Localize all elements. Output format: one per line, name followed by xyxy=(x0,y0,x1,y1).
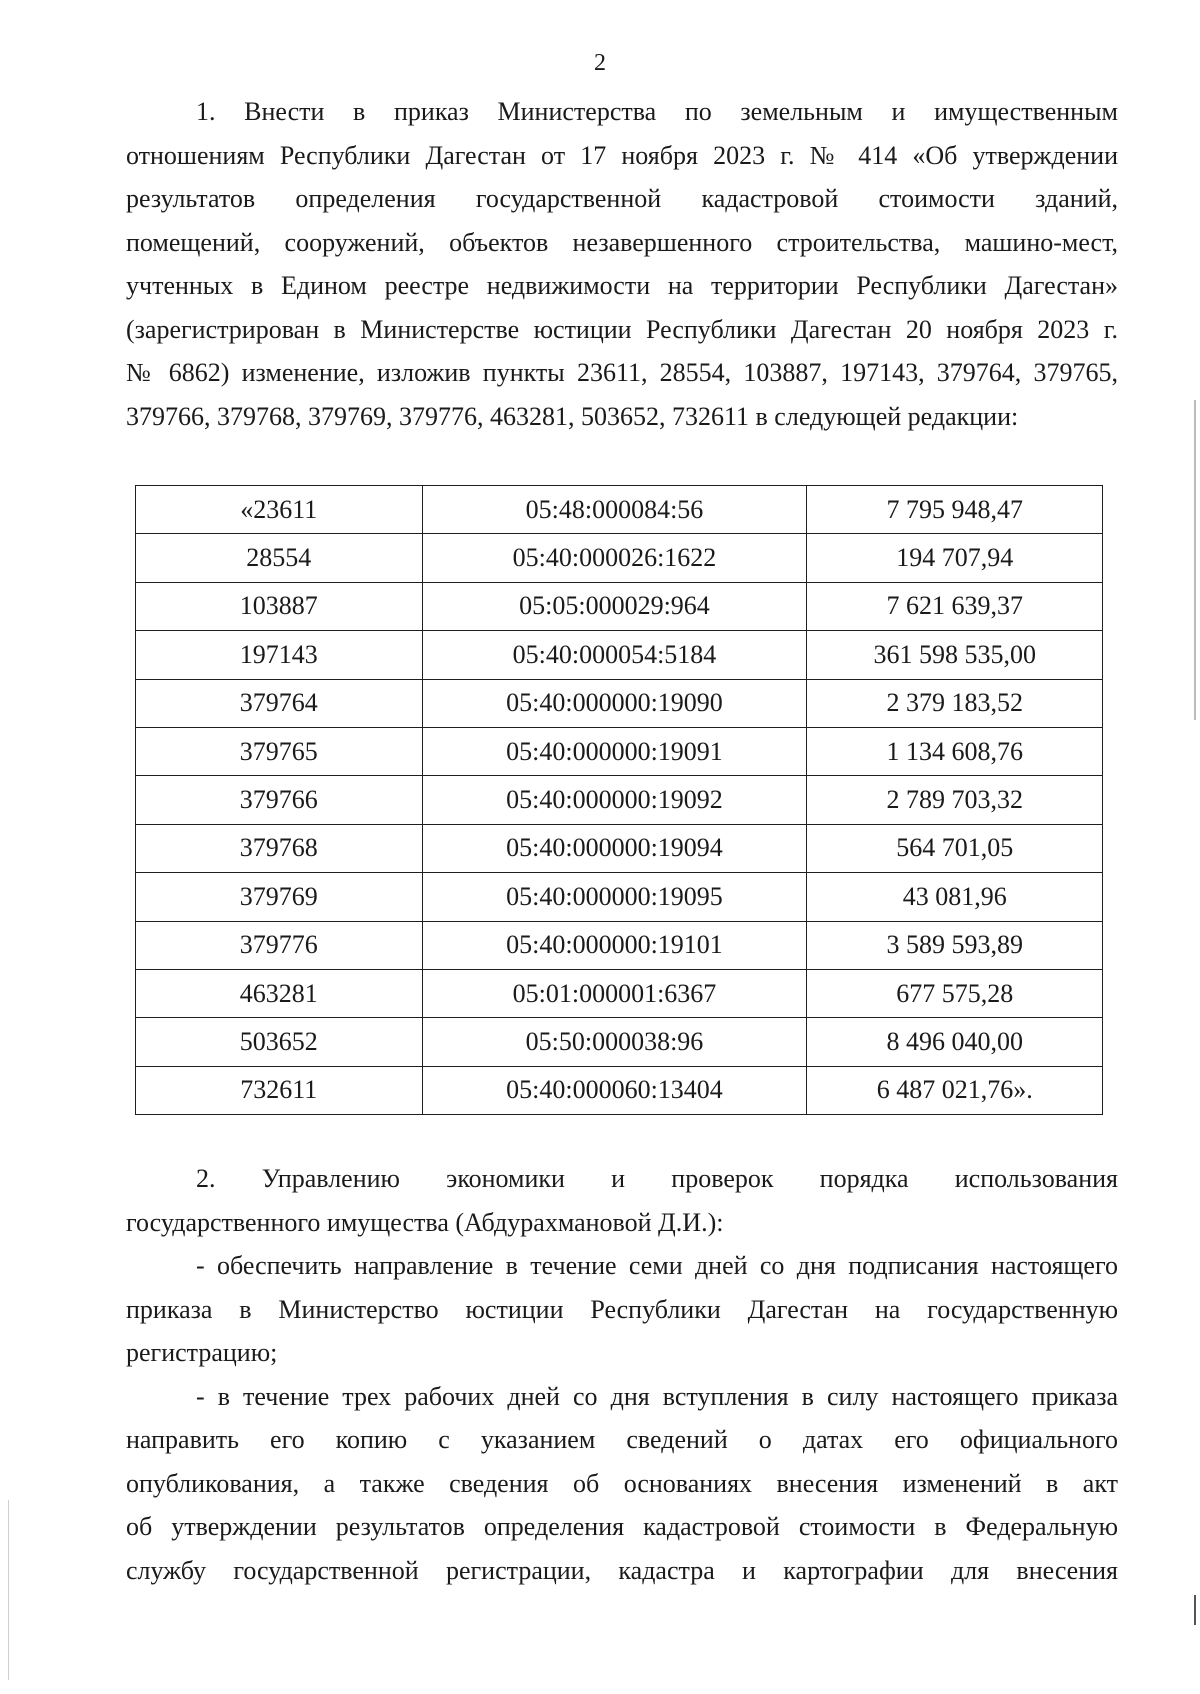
cadastral-value-cell: 361 598 535,00 xyxy=(807,631,1103,679)
cadastral-value-cell: 8 496 040,00 xyxy=(807,1018,1103,1066)
paragraph-2 xyxy=(126,1157,1118,1592)
cadastral-value-cell: 43 081,96 xyxy=(807,873,1103,921)
item-number-cell: 28554 xyxy=(136,534,423,582)
text-line: учтенных в Едином реестре недвижимости на территории Республики Дагестан» xyxy=(126,271,1118,300)
text-line: 379766, 379768, 379769, 379776, 463281, 503652, 732611 в следующей редакции: xyxy=(126,401,1019,431)
item-number-cell: 197143 xyxy=(136,631,423,679)
paragraph-1 xyxy=(126,90,1118,438)
text-line: 2. Управлению экономики и проверок порядка использования xyxy=(196,1164,1118,1193)
text-line: об утверждении результатов определения кадастровой стоимости в Федеральную xyxy=(126,1512,1118,1541)
text-line: приказа в Министерство юстиции Республики Дагестан на государственную xyxy=(126,1294,1118,1324)
item-number-cell: 463281 xyxy=(136,969,423,1017)
item-number-cell: «23611 xyxy=(136,486,423,534)
cadastral-number-cell: 05:40:000000:19092 xyxy=(422,776,807,824)
text-line: опубликования, а также сведения об основаниях внесения изменений в акт xyxy=(126,1468,1118,1498)
item-number-cell: 379766 xyxy=(136,776,423,824)
cadastral-number-cell: 05:40:000000:19101 xyxy=(422,921,807,969)
item-number-cell: 379769 xyxy=(136,873,423,921)
cadastral-value-cell: 7 795 948,47 xyxy=(807,486,1103,534)
cadastral-value-cell: 1 134 608,76 xyxy=(807,727,1103,775)
table-row xyxy=(136,679,1103,727)
text-line: помещений, сооружений, объектов незавершенного строительства, машино-мест, xyxy=(126,227,1118,257)
cadastral-number-cell: 05:40:000026:1622 xyxy=(422,534,807,582)
table-row xyxy=(136,1066,1103,1114)
table-row xyxy=(136,921,1103,969)
cadastral-number-cell: 05:40:000060:13404 xyxy=(422,1066,807,1114)
table-row xyxy=(136,727,1103,775)
cadastral-number-cell: 05:48:000084:56 xyxy=(422,486,807,534)
item-number-cell: 103887 xyxy=(136,582,423,630)
text-line: № 6862) изменение, изложив пункты 23611, 28554, 103887, 197143, 379764, 379765, xyxy=(126,358,1118,387)
cadastral-number-cell: 05:40:000000:19095 xyxy=(422,873,807,921)
table-row xyxy=(136,534,1103,582)
cadastral-number-cell: 05:40:000000:19094 xyxy=(422,824,807,872)
table-row xyxy=(136,486,1103,534)
cadastral-value-cell: 194 707,94 xyxy=(807,534,1103,582)
text-line: - обеспечить направление в течение семи дней со дня подписания настоящего xyxy=(196,1251,1118,1280)
cadastral-value-cell: 677 575,28 xyxy=(807,969,1103,1017)
cadastral-value-cell: 6 487 021,76». xyxy=(807,1066,1103,1114)
item-number-cell: 503652 xyxy=(136,1018,423,1066)
scan-edge-mark xyxy=(8,1500,9,1680)
text-line: регистрацию; xyxy=(126,1338,278,1367)
cadastral-number-cell: 05:01:000001:6367 xyxy=(422,969,807,1017)
cadastral-number-cell: 05:40:000000:19090 xyxy=(422,679,807,727)
item-number-cell: 732611 xyxy=(136,1066,423,1114)
table-row xyxy=(136,631,1103,679)
cadastral-value-cell: 2 789 703,32 xyxy=(807,776,1103,824)
cadastral-number-cell: 05:40:000054:5184 xyxy=(422,631,807,679)
cadastral-value-cell: 564 701,05 xyxy=(807,824,1103,872)
text-line: - в течение трех рабочих дней со дня вступления в силу настоящего приказа xyxy=(196,1381,1118,1411)
cadastral-number-cell: 05:05:000029:964 xyxy=(422,582,807,630)
text-line: (зарегистрирован в Министерстве юстиции Республики Дагестан 20 ноября 2023 г. xyxy=(126,314,1118,344)
item-number-cell: 379776 xyxy=(136,921,423,969)
item-number-cell: 379764 xyxy=(136,679,423,727)
text-line: государственного имущества (Абдурахмановой Д.И.): xyxy=(126,1207,724,1237)
text-line: службу государственной регистрации, кадастра и картографии для внесения xyxy=(126,1555,1118,1585)
text-line: 1. Внести в приказ Министерства по земельным и имущественным xyxy=(196,97,1118,126)
table-row xyxy=(136,776,1103,824)
item-number-cell: 379765 xyxy=(136,727,423,775)
table-row xyxy=(136,1018,1103,1066)
cadastral-value-cell: 2 379 183,52 xyxy=(807,679,1103,727)
scan-edge-mark xyxy=(1194,1595,1196,1625)
table-row xyxy=(136,582,1103,630)
table-row xyxy=(136,873,1103,921)
table-row xyxy=(136,969,1103,1017)
cadastral-value-cell: 7 621 639,37 xyxy=(807,582,1103,630)
cadastral-value-table xyxy=(135,485,1103,1115)
item-number-cell: 379768 xyxy=(136,824,423,872)
cadastral-number-cell: 05:40:000000:19091 xyxy=(422,727,807,775)
text-line: отношениям Республики Дагестан от 17 ноября 2023 г. № 414 «Об утверждении xyxy=(126,140,1118,170)
text-line: направить его копию с указанием сведений о датах его официального xyxy=(126,1425,1118,1454)
cadastral-number-cell: 05:50:000038:96 xyxy=(422,1018,807,1066)
scan-edge-mark xyxy=(1194,400,1196,720)
text-line: результатов определения государственной кадастровой стоимости зданий, xyxy=(126,184,1118,213)
table-row xyxy=(136,824,1103,872)
cadastral-value-cell: 3 589 593,89 xyxy=(807,921,1103,969)
page-number: 2 xyxy=(594,50,606,76)
